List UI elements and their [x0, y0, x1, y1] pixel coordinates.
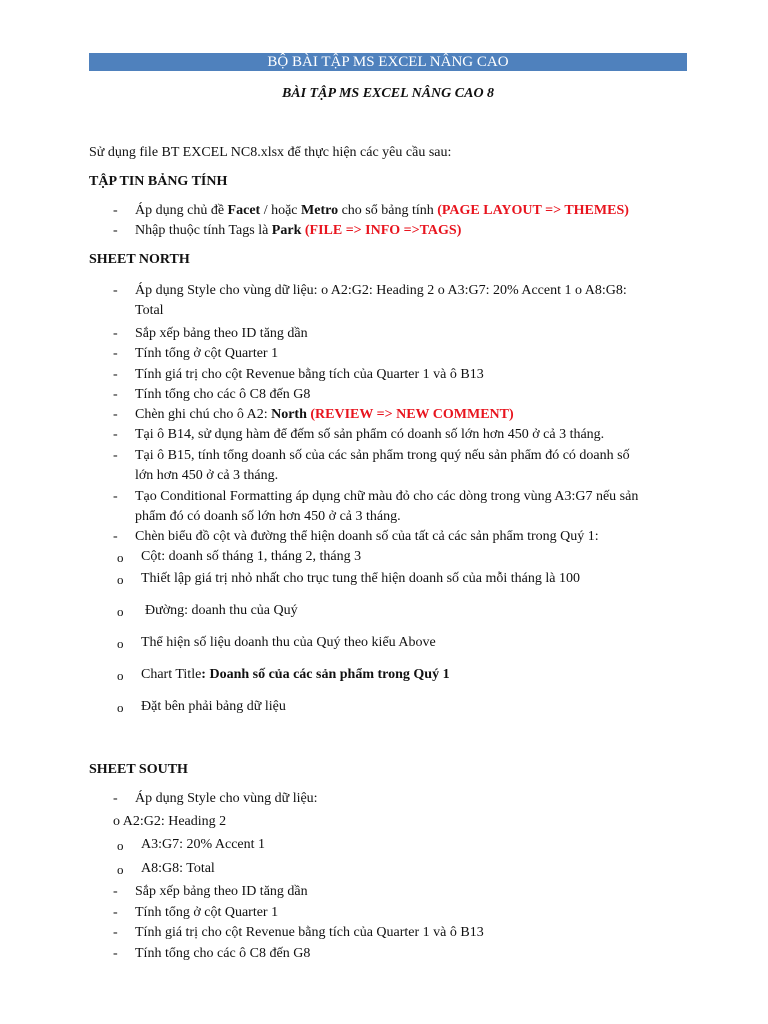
intro-text: Sử dụng file BT EXCEL NC8.xlsx để thực hiện các yêu cầu sau: — [89, 145, 452, 160]
section-south-title: SHEET SOUTH — [89, 762, 188, 777]
north-subitem-labels — [117, 633, 701, 653]
north-item-sum-range: - Tính tổng cho các ô C8 đến G8 — [135, 385, 695, 405]
south-item-sum-range: - Tính tổng cho các ô C8 đến G8 — [135, 944, 695, 964]
south-item-style: - Áp dụng Style cho vùng dữ liệu: — [135, 789, 695, 809]
section-workbook-title: TẬP TIN BẢNG TÍNH — [89, 174, 228, 189]
section-north-title: SHEET NORTH — [89, 252, 190, 267]
text-run-bold: North — [271, 407, 307, 422]
text-line: - Áp dụng Style cho vùng dữ liệu: o A2:G2: Heading 2 o A3:G7: 20% Accent 1 o A8:G8: — [135, 283, 627, 298]
text-run: cho sổ bảng tính — [338, 203, 438, 218]
north-item-chart: - Chèn biểu đồ cột và đường thể hiện doanh số của tất cả các sản phẩm trong Quý 1: — [135, 527, 695, 547]
text-run: A3:G7: 20% Accent 1 — [141, 837, 266, 852]
text-run: Thể hiện số liệu doanh thu của Quý theo kiểu Above — [141, 635, 436, 650]
north-item-comment — [135, 405, 695, 425]
text-run-bold: Park — [271, 223, 302, 238]
north-item-sort: - Sắp xếp bảng theo ID tăng dần — [135, 324, 695, 344]
north-item-conditional-format — [135, 487, 695, 527]
text-line: - Tạo Conditional Formatting áp dụng chữ màu đỏ cho các dòng trong vùng A3:G7 nếu sản — [135, 489, 639, 504]
text-line: phẩm đó có doanh số lớn hơn 450 ở cả 3 tháng. — [135, 509, 401, 524]
circle-bullet-icon: o — [117, 550, 124, 565]
north-subitem-axis-min — [117, 569, 701, 589]
text-run: Áp dụng chủ đề — [135, 203, 228, 218]
text-run: Chèn ghi chú cho ô A2: — [135, 407, 272, 422]
south-subitem-total — [117, 859, 701, 879]
text-run: Thiết lập giá trị nhỏ nhất cho trục tung thể hiện doanh số của mỗi tháng là 100 — [141, 571, 580, 586]
text-run-bold: Facet — [227, 203, 261, 218]
text-run-bold: : Doanh số của các sản phẩm trong Quý 1 — [201, 667, 450, 682]
text-run: Nhập thuộc tính Tags là — [135, 223, 272, 238]
text-run: Cột: doanh số tháng 1, tháng 2, tháng 3 — [141, 549, 362, 564]
menu-path-red: (FILE => INFO =>TAGS) — [304, 223, 462, 238]
text-run: A8:G8: Total — [141, 861, 215, 876]
south-item-sum-quarter: - Tính tổng ở cột Quarter 1 — [135, 903, 695, 923]
south-style-line: o A2:G2: Heading 2 — [113, 814, 227, 829]
north-subitem-line — [117, 601, 701, 621]
text-run: Đặt bên phải bảng dữ liệu — [141, 699, 286, 714]
circle-bullet-icon: o — [117, 700, 124, 715]
north-item-count: - Tại ô B14, sử dụng hàm để đếm số sản phẩm có doanh số lớn hơn 450 ở cả 3 tháng. — [135, 425, 695, 445]
document-banner: BỘ BÀI TẬP MS EXCEL NÂNG CAO — [89, 53, 687, 71]
text-run: Chart Title — [141, 667, 202, 682]
text-run: Đường: doanh thu của Quý — [145, 603, 298, 618]
text-line: Total — [135, 303, 164, 318]
south-item-sort: - Sắp xếp bảng theo ID tăng dần — [135, 882, 695, 902]
circle-bullet-icon: o — [117, 636, 124, 651]
north-item-revenue: - Tính giá trị cho cột Revenue bằng tích của Quarter 1 và ô B13 — [135, 365, 695, 385]
south-item-revenue: - Tính giá trị cho cột Revenue bằng tích của Quarter 1 và ô B13 — [135, 923, 695, 943]
text-line: lớn hơn 450 ở cả 3 tháng. — [135, 468, 279, 483]
north-subitem-chart-title — [117, 665, 701, 685]
circle-bullet-icon: o — [117, 668, 124, 683]
text-run-bold: Metro — [301, 203, 339, 218]
north-item-sum-condition — [135, 446, 695, 486]
document-subtitle: BÀI TẬP MS EXCEL NÂNG CAO 8 — [281, 86, 495, 101]
circle-bullet-icon: o — [117, 838, 124, 853]
circle-bullet-icon: o — [117, 862, 124, 877]
text-line: - Tại ô B15, tính tổng doanh số của các sản phẩm trong quý nếu sản phẩm đó có doanh số — [135, 448, 630, 463]
circle-bullet-icon: o — [117, 572, 124, 587]
north-subitem-columns — [117, 547, 701, 567]
workbook-item-theme — [135, 201, 695, 221]
menu-path-red: (PAGE LAYOUT => THEMES) — [437, 203, 629, 218]
circle-bullet-icon: o — [117, 604, 124, 619]
menu-path-red: (REVIEW => NEW COMMENT) — [310, 407, 514, 422]
north-item-style — [135, 281, 695, 321]
text-run: / hoặc — [260, 203, 302, 218]
workbook-item-tags — [135, 221, 695, 241]
north-subitem-position — [117, 697, 701, 717]
north-item-sum-quarter: - Tính tổng ở cột Quarter 1 — [135, 344, 695, 364]
south-subitem-accent — [117, 835, 701, 855]
